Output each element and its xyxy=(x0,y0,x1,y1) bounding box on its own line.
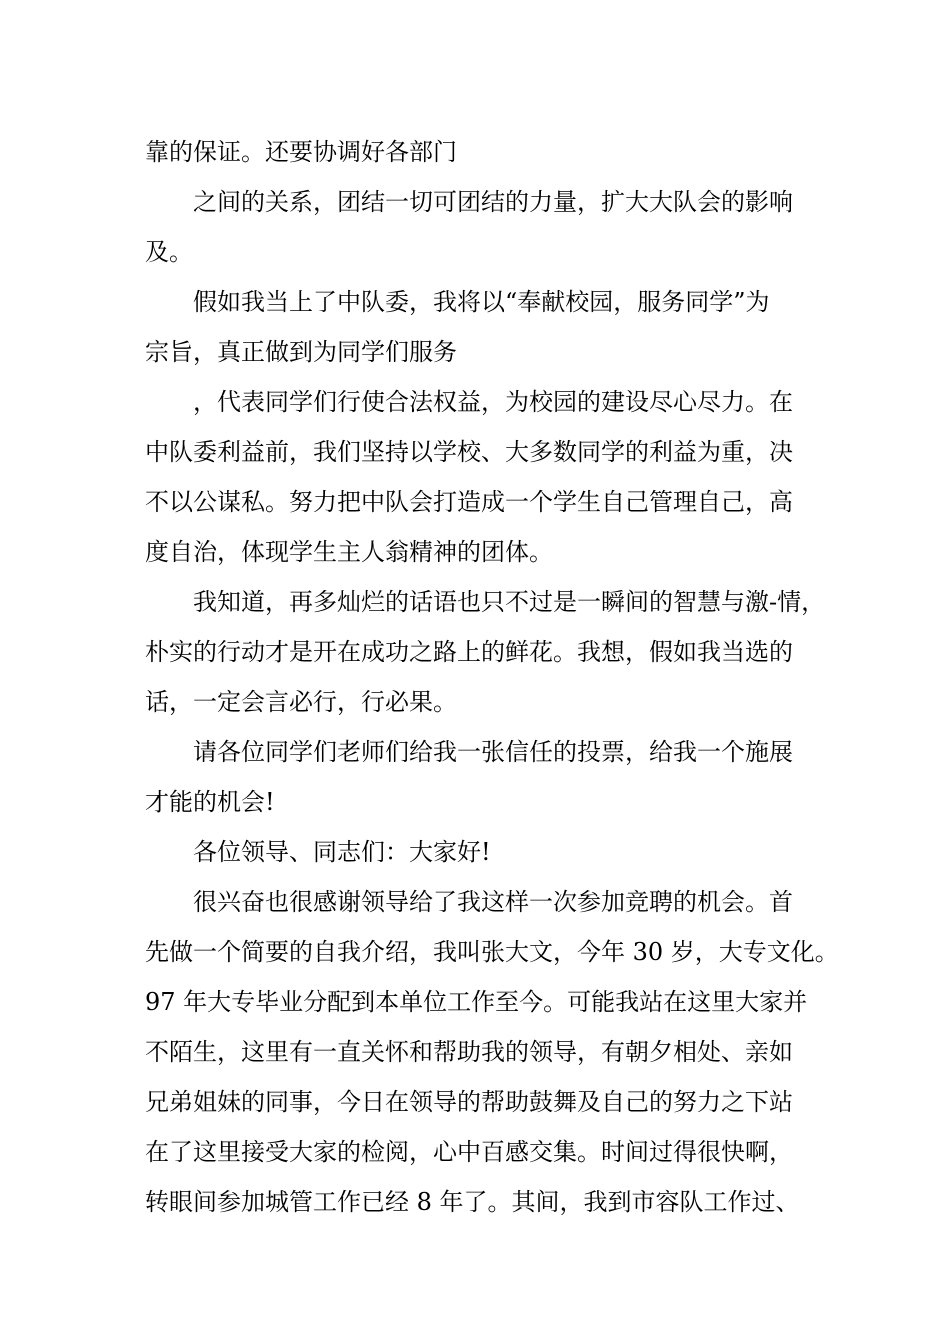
text-line: 靠的保证。还要协调好各部门 xyxy=(145,138,457,166)
text-line: 97 年大专毕业分配到本单位工作至今。可能我站在这里大家并 xyxy=(145,988,808,1016)
text-line: 很兴奋也很感谢领导给了我这样一次参加竞聘的机会。首 xyxy=(193,888,793,916)
text-line: 兄弟姐妹的同事，今日在领导的帮助鼓舞及自己的努力之下站 xyxy=(145,1088,793,1116)
text-line: 各位领导、同志们：大家好! xyxy=(193,838,491,866)
text-line: 朴实的行动才是开在成功之路上的鲜花。我想，假如我当选的 xyxy=(145,638,793,666)
text-line: 度自治，体现学生主人翁精神的团体。 xyxy=(145,538,553,566)
text-line: 先做一个简要的自我介绍，我叫张大文，今年 30 岁，大专文化。 xyxy=(145,938,839,966)
text-line: ，代表同学们行使合法权益，为校园的建设尽心尽力。在 xyxy=(193,388,793,416)
text-line: 话，一定会言必行，行必果。 xyxy=(145,688,457,716)
text-line: 之间的关系，团结一切可团结的力量，扩大大队会的影响 xyxy=(193,188,793,216)
text-line: 我知道，再多灿烂的话语也只不过是一瞬间的智慧与激-情， xyxy=(193,588,826,616)
text-line: 中队委利益前，我们坚持以学校、大多数同学的利益为重，决 xyxy=(145,438,793,466)
text-line: 及。 xyxy=(145,238,193,266)
text-line: 不以公谋私。努力把中队会打造成一个学生自己管理自己，高 xyxy=(145,488,793,516)
text-line: 不陌生，这里有一直关怀和帮助我的领导，有朝夕相处、亲如 xyxy=(145,1038,793,1066)
text-line: 宗旨，真正做到为同学们服务 xyxy=(145,338,457,366)
text-line: 在了这里接受大家的检阅，心中百感交集。时间过得很快啊， xyxy=(145,1138,793,1166)
text-line: 转眼间参加城管工作已经 8 年了。其间，我到市容队工作过、 xyxy=(145,1188,800,1216)
text-line: 假如我当上了中队委，我将以“奉献校园，服务同学”为 xyxy=(193,288,770,316)
text-line: 才能的机会! xyxy=(145,788,275,816)
text-line: 请各位同学们老师们给我一张信任的投票，给我一个施展 xyxy=(193,738,793,766)
